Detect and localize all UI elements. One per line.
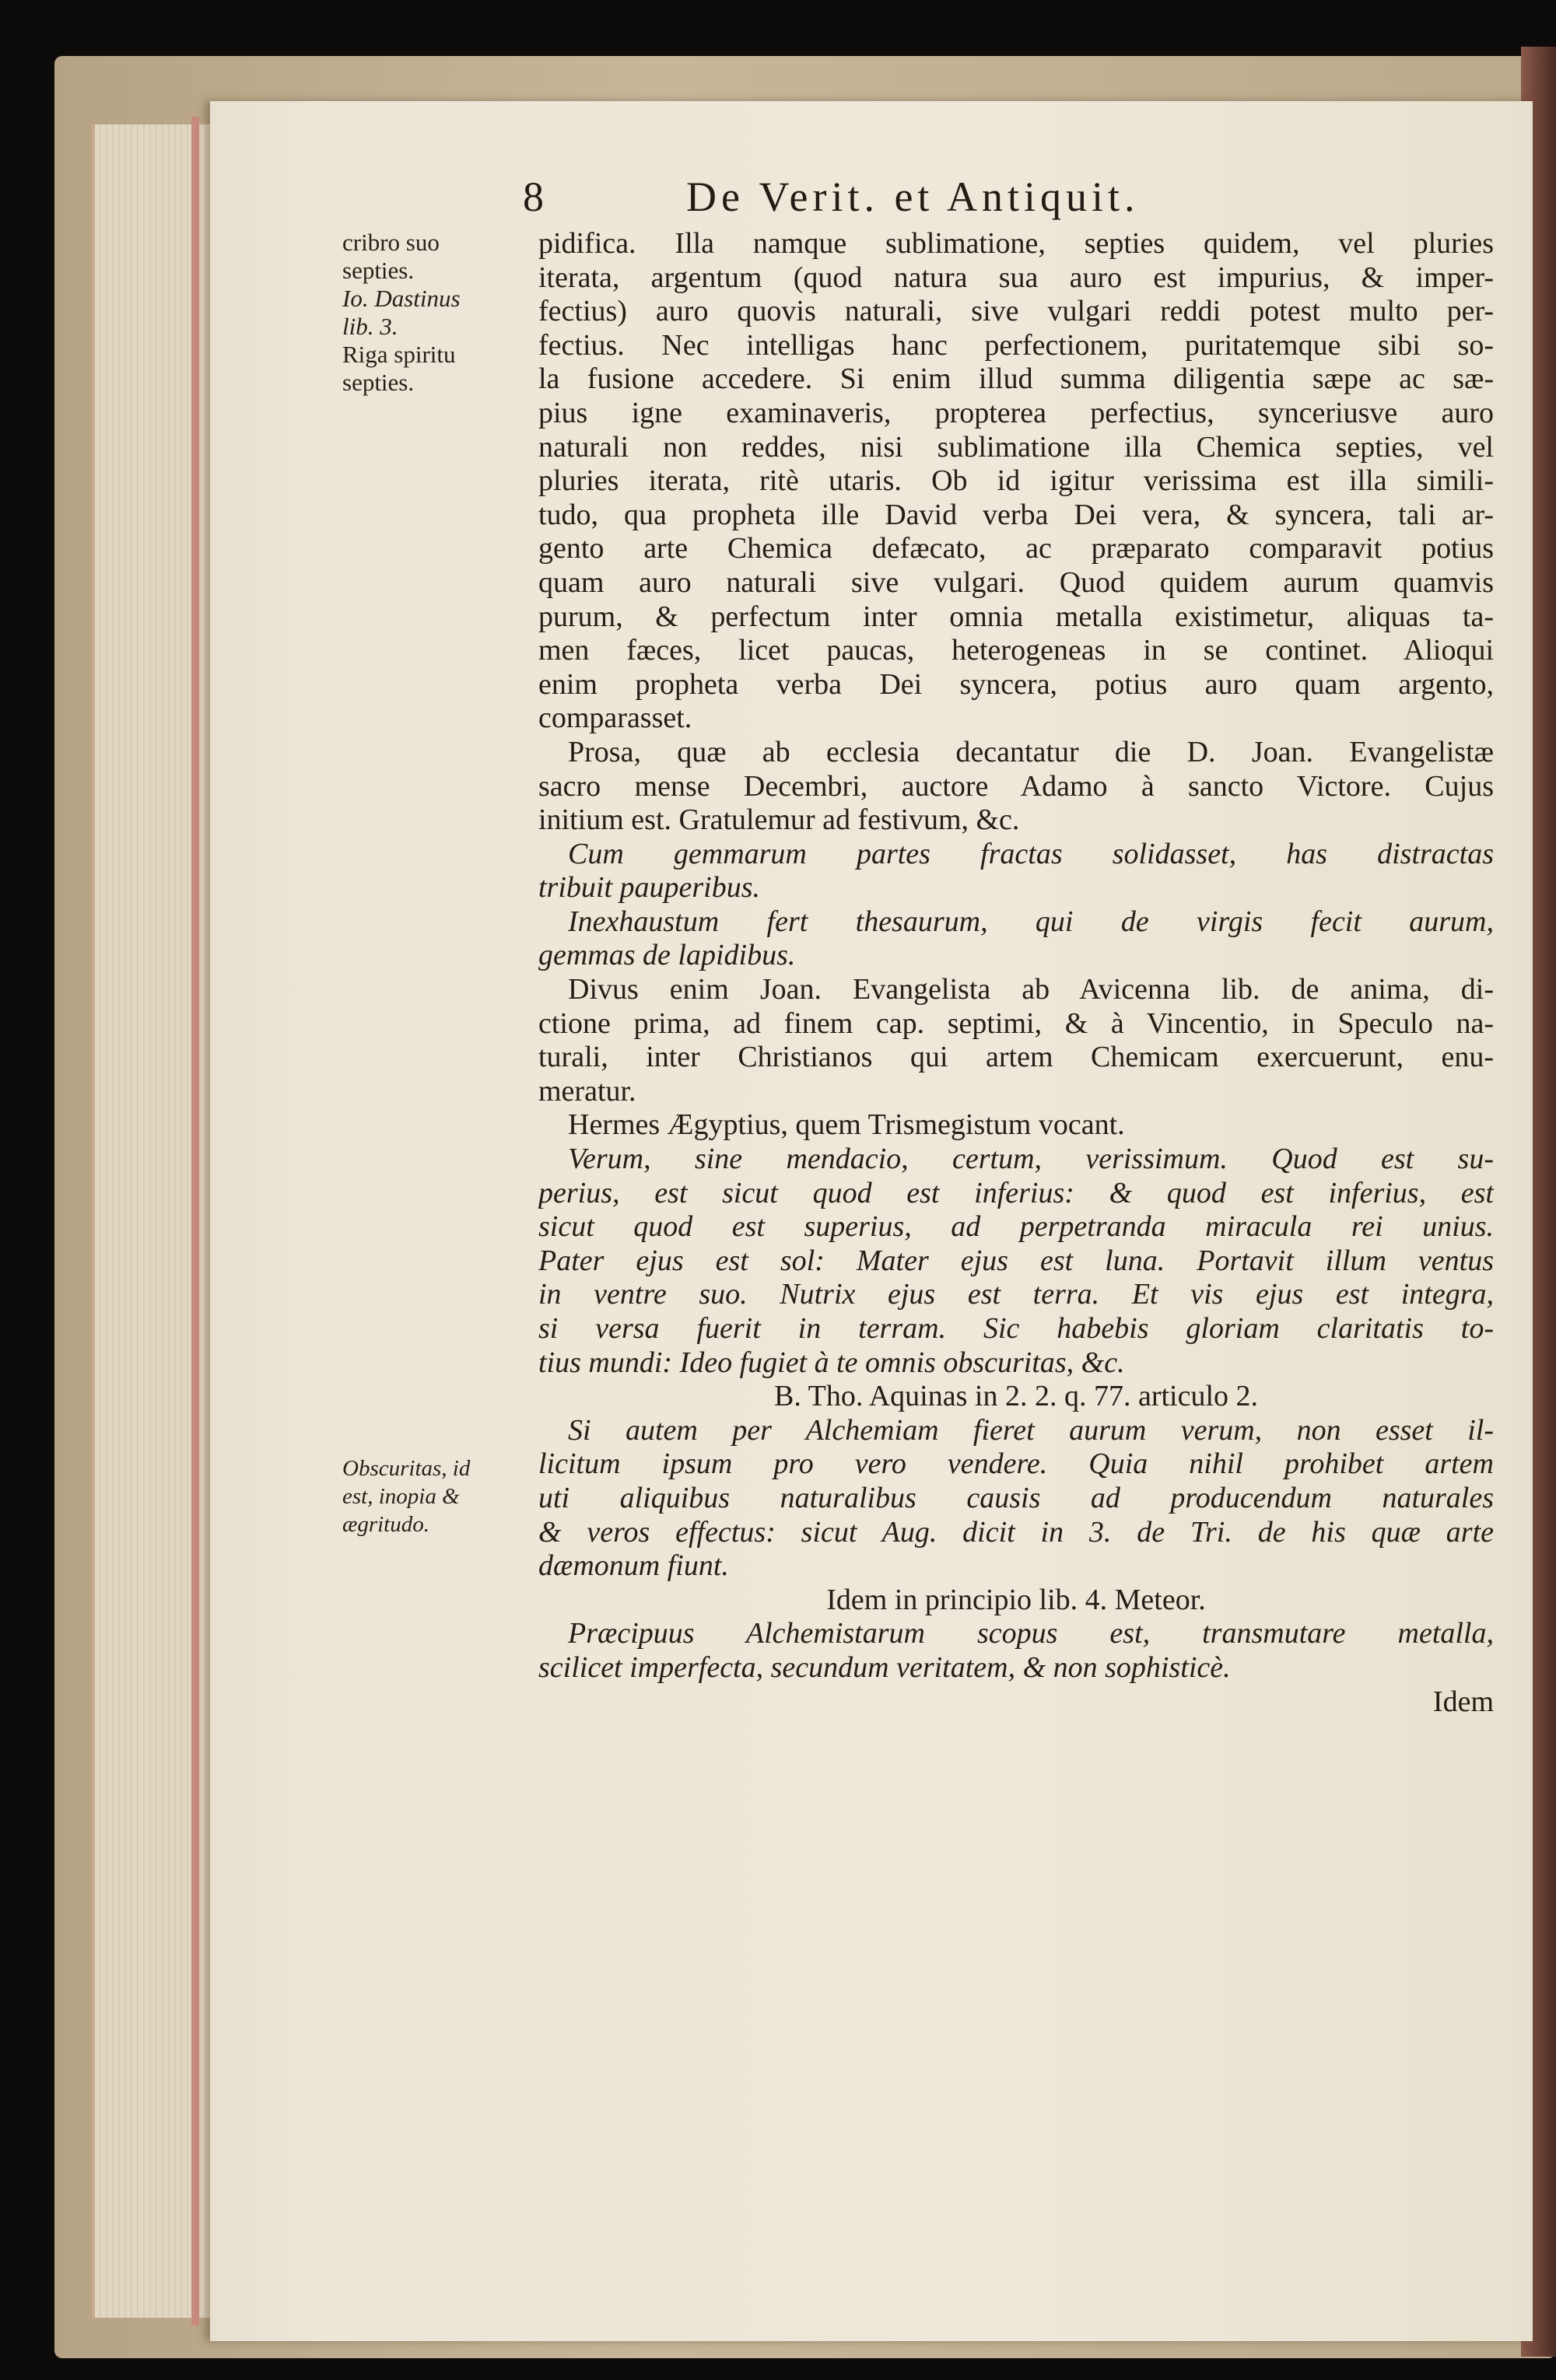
text-line: quam auro naturali sive vulgari. Quod quidem aurum quamvis <box>538 565 1494 599</box>
text-line: tribuit pauperibus. <box>538 871 761 905</box>
text-line: turali, inter Christianos qui artem Chemicam exercuerunt, enu- <box>538 1041 1494 1074</box>
margin-note-line: cribro suo <box>342 229 440 256</box>
text-line: dæmonum fiunt. <box>538 1549 729 1583</box>
text-line: Si autem per Alchemiam fieret aurum verum, non esset il- <box>568 1413 1494 1447</box>
text-line: enim propheta verba Dei syncera, potius auro quam argento, <box>538 667 1494 701</box>
red-page-edge <box>191 117 199 2326</box>
text-line: Inexhaustum fert thesaurum, qui de virgis fecit aurum, <box>568 905 1494 938</box>
margin-note-line: Io. Dastinus <box>342 285 461 312</box>
text-line: naturali non reddes, nisi sublimatione illa Chemica septies, vel <box>538 430 1494 464</box>
text-line: scilicet imperfecta, secundum veritatem, & non sophisticè. <box>538 1650 1231 1684</box>
text-line: sacro mense Decembri, auctore Adamo à sancto Victore. Cujus <box>538 769 1494 803</box>
text-line: gento arte Chemica defæcato, ac præparato comparavit potius <box>538 532 1494 565</box>
margin-note-top <box>342 229 529 397</box>
margin-note-line: est, inopia & <box>342 1484 460 1509</box>
running-title: De Verit. et Antiquit. <box>686 173 1140 220</box>
text-line: iterata, argentum (quod natura sua auro est impurius, & imper- <box>538 261 1494 294</box>
margin-note-line: Obscuritas, id <box>342 1456 471 1481</box>
margin-note-line: septies. <box>342 369 415 396</box>
catchword: Idem <box>1432 1685 1494 1718</box>
text-line: initium est. Gratulemur ad festivum, &c. <box>538 803 1020 837</box>
text-line: comparasset. <box>538 702 692 735</box>
text-line: Verum, sine mendacio, certum, verissimum. Quod est su- <box>568 1143 1494 1176</box>
text-line: fectius. Nec intelligas hanc perfectionem, puritatemque sibi so- <box>538 328 1494 362</box>
main-text <box>538 227 1494 1719</box>
margin-note-line: Riga spiritu <box>342 341 456 368</box>
text-line: Idem in principio lib. 4. Meteor. <box>826 1583 1206 1616</box>
text-line: perius, est sicut quod est inferius: & quod est inferius, est <box>538 1176 1494 1209</box>
text-line: in ventre suo. Nutrix ejus est terra. Et vis ejus est integra, <box>538 1278 1494 1311</box>
text-line: pluries iterata, ritè utaris. Ob id igitur verissima est illa simili- <box>538 464 1494 498</box>
margin-note-middle <box>342 1454 529 1538</box>
text-line: sicut quod est superius, ad perpetranda miracula rei unius. <box>538 1210 1494 1244</box>
text-line: Divus enim Joan. Evangelista ab Avicenna lib. de anima, di- <box>568 973 1494 1006</box>
text-line: si versa fuerit in terram. Sic habebis gloriam claritatis to- <box>538 1312 1494 1345</box>
margin-note-line: ægritudo. <box>342 1512 429 1537</box>
text-line: meratur. <box>538 1074 636 1108</box>
text-line: ctione prima, ad finem cap. septimi, & à Vincentio, in Speculo na- <box>538 1006 1494 1040</box>
margin-note-line: lib. 3. <box>342 313 398 340</box>
text-line: Præcipuus Alchemistarum scopus est, transmutare metalla, <box>568 1617 1494 1650</box>
text-line: gemmas de lapidibus. <box>538 939 796 972</box>
running-head <box>523 173 1526 227</box>
text-line: purum, & perfectum inter omnia metalla existimetur, aliquas ta- <box>538 600 1494 633</box>
page-number: 8 <box>523 173 544 220</box>
text-line: men fæces, licet paucas, heterogeneas in se continet. Alioqui <box>538 634 1494 667</box>
text-line: Cum gemmarum partes fractas solidasset, has distractas <box>568 837 1494 870</box>
text-line: la fusione accedere. Si enim illud summa diligentia sæpe ac sæ- <box>538 362 1494 396</box>
margin-note-line: septies. <box>342 257 415 284</box>
text-line: pidifica. Illa namque sublimatione, septies quidem, vel pluries <box>538 227 1494 260</box>
text-line: fectius) auro quovis naturali, sive vulgari reddi potest multo per- <box>538 295 1494 328</box>
text-line: & veros effectus: sicut Aug. dicit in 3. de Tri. de his quæ arte <box>538 1515 1494 1549</box>
text-line: B. Tho. Aquinas in 2. 2. q. 77. articulo 2. <box>773 1380 1259 1413</box>
text-line: Prosa, quæ ab ecclesia decantatur die D. Joan. Evangelistæ <box>568 735 1494 768</box>
text-line: uti aliquibus naturalibus causis ad producendum naturales <box>538 1481 1494 1514</box>
text-line: Hermes Ægyptius, quem Trismegistum vocant. <box>568 1108 1125 1142</box>
text-line: tudo, qua propheta ille David verba Dei vera, & syncera, tali ar- <box>538 498 1494 531</box>
text-line: pius igne examinaveris, propterea perfectius, synceriusve auro <box>538 396 1494 429</box>
text-line: licitum ipsum pro vero vendere. Quia nihil prohibet artem <box>538 1447 1494 1481</box>
text-line: Pater ejus est sol: Mater ejus est luna. Portavit illum ventus <box>538 1244 1494 1277</box>
text-line: tius mundi: Ideo fugiet à te omnis obscuritas, &c. <box>538 1346 1125 1379</box>
